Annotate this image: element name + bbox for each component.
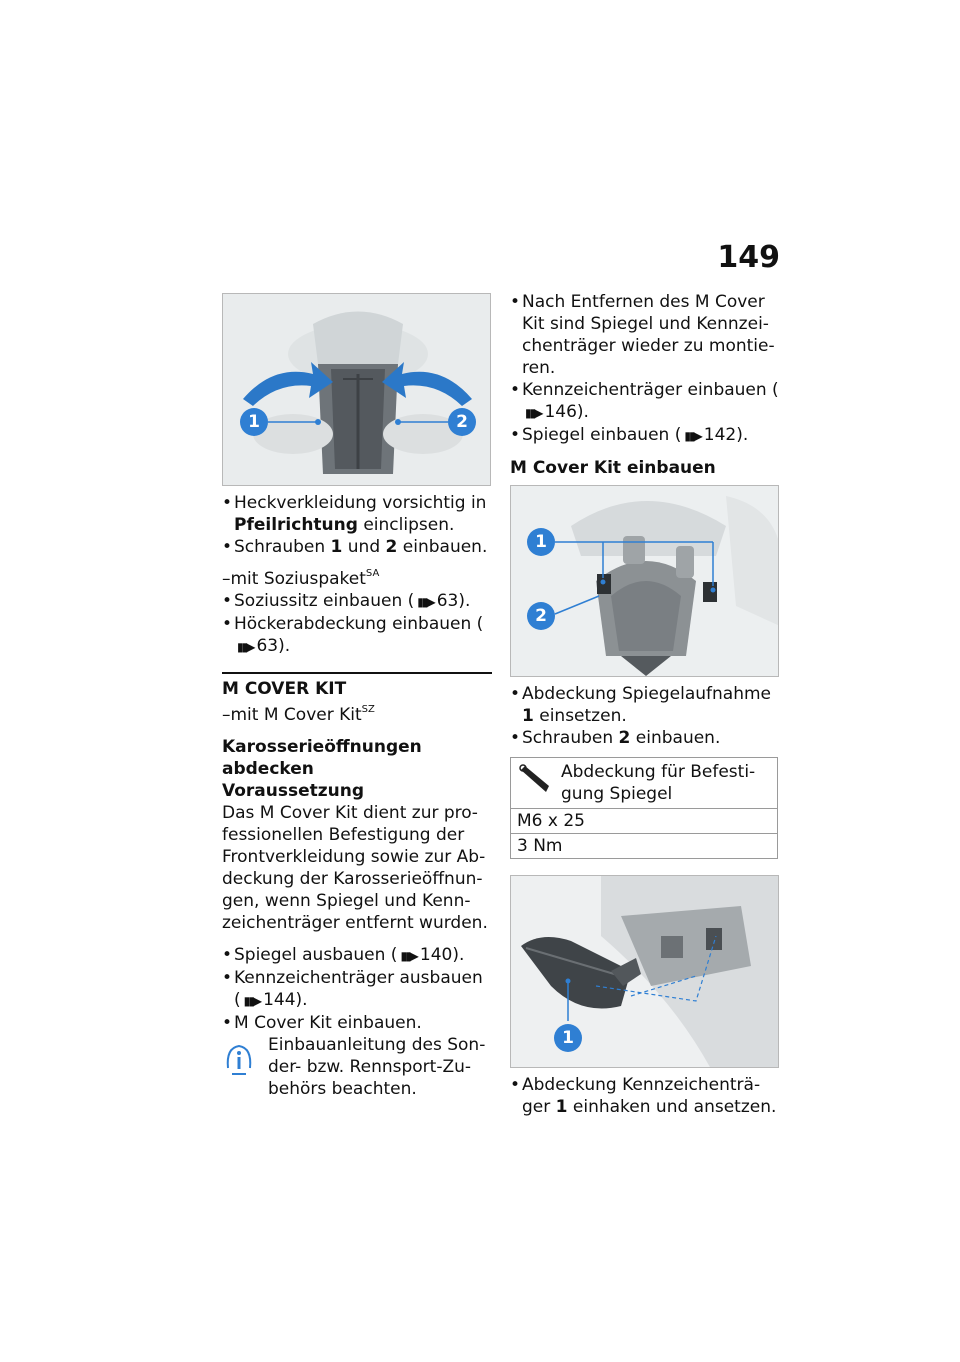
spec-torque-value: 3 Nm bbox=[511, 834, 778, 859]
info-icon bbox=[224, 1042, 254, 1080]
callout-1: 1 bbox=[554, 1024, 582, 1052]
figure-rear-fairing bbox=[222, 293, 491, 486]
step-hook-license-cover: • Abdeckung Kennzeichenträger 1 einhaken und ansetzen. bbox=[510, 1074, 780, 1118]
page-ref-link[interactable]: 142 bbox=[703, 425, 737, 445]
page-ref-link[interactable]: 146 bbox=[544, 402, 577, 422]
torque-wrench-icon bbox=[519, 764, 553, 794]
note-text: Einbauanleitung des Sonder- bzw. Rennsport-Zubehörs beachten. bbox=[268, 1035, 486, 1099]
callout-1: 1 bbox=[240, 408, 268, 436]
subsection-title-install: M Cover Kit einbauen bbox=[510, 458, 716, 478]
steps-passenger bbox=[222, 590, 492, 658]
step-install-screws-2: • Schrauben 2 einbauen. bbox=[510, 727, 780, 749]
step-clip-fairing: • Heckverkleidung vorsichtig in Pfeilrichtung einclipsen. bbox=[222, 492, 492, 536]
prerequisite-title: Voraussetzung bbox=[222, 781, 365, 801]
spec-screw-size: M6 x 25 bbox=[511, 809, 778, 834]
figure-mirror-mount bbox=[510, 485, 779, 677]
rear-fairing-illustration bbox=[223, 294, 491, 486]
page-ref-link[interactable]: 140 bbox=[419, 945, 453, 965]
page-ref-arrow-icon: ▮▮▶ bbox=[243, 994, 261, 1008]
page-ref-arrow-icon: ▮▮▶ bbox=[400, 949, 417, 963]
step-remove-license-holder: • Kennzeichenträger ausbauen ( ▮▮▶ 144). bbox=[222, 967, 492, 1012]
right-column bbox=[510, 291, 780, 1118]
step-reinstall-note: • Nach Entfernen des M Cover Kit sind Spiegel und Kennzeichenträger wieder zu montieren. bbox=[510, 291, 780, 379]
steps-fairing bbox=[222, 492, 492, 558]
step-install-passenger-seat: • Soziussitz einbauen ( ▮▮▶ 63). bbox=[222, 590, 492, 613]
spec-header-cell: Abdeckung für Befestigung Spiegel bbox=[511, 758, 778, 809]
page-ref-arrow-icon: ▮▮▶ bbox=[525, 406, 542, 420]
page-ref-arrow-icon: ▮▮▶ bbox=[417, 595, 434, 609]
page-ref-link[interactable]: 63 bbox=[256, 636, 279, 656]
mirror-mount-illustration bbox=[511, 486, 779, 677]
step-insert-mirror-cover: • Abdeckung Spiegelaufnahme 1 einsetzen. bbox=[510, 683, 780, 727]
page-ref-link[interactable]: 144 bbox=[263, 990, 296, 1010]
step-install-screws: • Schrauben 1 und 2 einbauen. bbox=[222, 536, 492, 558]
steps-reinstall bbox=[510, 291, 780, 447]
step-install-cover-kit: • M Cover Kit einbauen. bbox=[222, 1012, 492, 1034]
page-ref-link[interactable]: 63 bbox=[436, 591, 459, 611]
page-ref-arrow-icon: ▮▮▶ bbox=[237, 640, 254, 654]
step-install-seat-cowl: • Höckerabdeckung einbauen (▮▮▶ 63). bbox=[222, 613, 492, 658]
page-ref-arrow-icon: ▮▮▶ bbox=[684, 429, 701, 443]
steps-cover-kit bbox=[222, 944, 492, 1034]
figure-license-holder-cover bbox=[510, 875, 779, 1068]
left-column bbox=[222, 293, 492, 1100]
torque-spec-table bbox=[510, 757, 778, 859]
section-m-cover-kit bbox=[222, 672, 492, 700]
steps-mirror-cover bbox=[510, 683, 780, 749]
step-install-mirror: • Spiegel einbauen ( ▮▮▶ 142). bbox=[510, 424, 780, 447]
section-title: M COVER KIT bbox=[222, 679, 347, 699]
callout-2: 2 bbox=[527, 602, 555, 630]
step-remove-mirror: • Spiegel ausbauen ( ▮▮▶ 140). bbox=[222, 944, 492, 967]
step-install-license-holder: • Kennzeichenträger einbauen (▮▮▶ 146). bbox=[510, 379, 780, 424]
callout-1: 1 bbox=[527, 528, 555, 556]
info-note bbox=[222, 1034, 492, 1100]
condition-m-cover-kit: –mit M Cover Kit$^{SZ}$ bbox=[222, 704, 375, 725]
prerequisite-text: Das M Cover Kit dient zur professionellen Befestigung der Frontverkleidung sowie zur Abdeckung der Karosserieöffnungen, wenn Spiegel und Kennzeichenträger entfernt wurden. bbox=[222, 803, 488, 933]
subsection-title: Karosserieöffnungen abdecken bbox=[222, 737, 422, 779]
page-number: 149 bbox=[717, 240, 780, 275]
condition-passenger-package: –mit Soziuspaket$^{SA}$ bbox=[222, 568, 380, 589]
steps-license-cover bbox=[510, 1074, 780, 1118]
callout-2: 2 bbox=[448, 408, 476, 436]
license-holder-cover-illustration bbox=[511, 876, 779, 1068]
